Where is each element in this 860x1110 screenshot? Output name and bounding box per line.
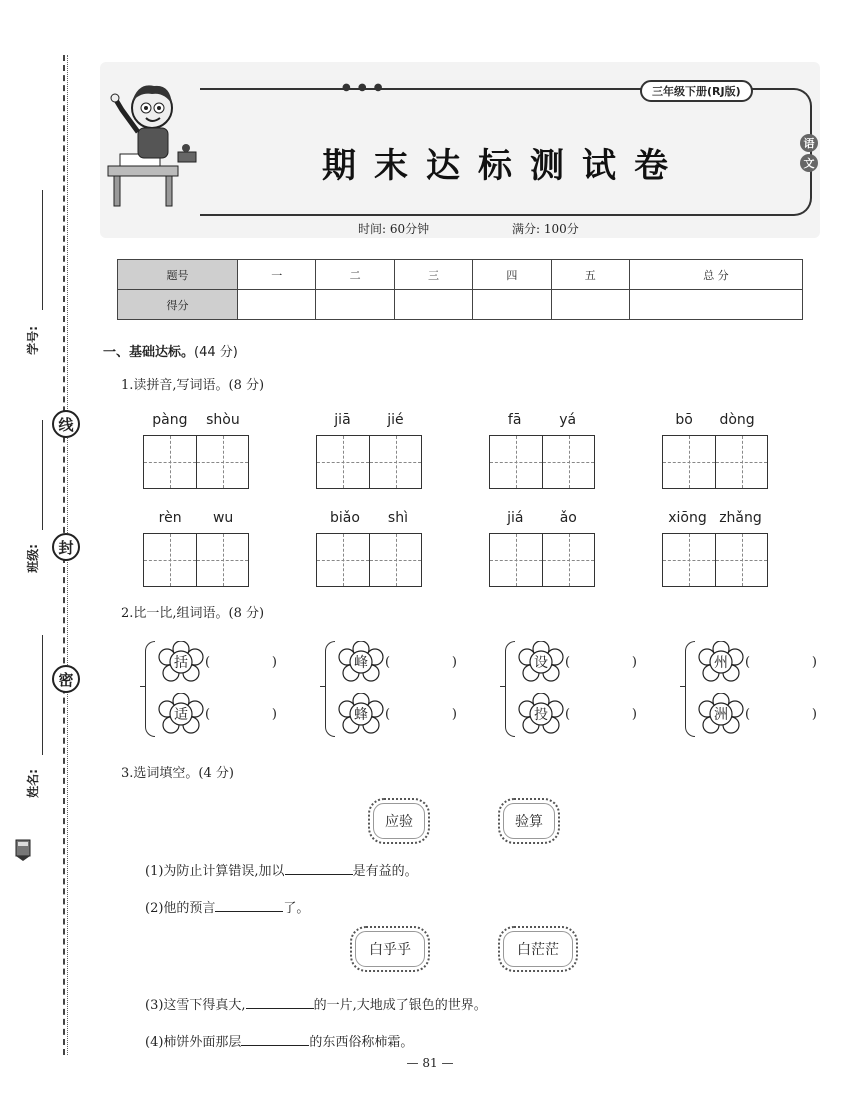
answer-blank[interactable]: ( ) [565, 655, 637, 670]
fill-sentence-4: (4)柿饼外面那层 的东西俗称柿霜。 [145, 1035, 414, 1050]
score-table-score-row [118, 290, 803, 320]
pinyin-label: xiōng zhǎng [668, 510, 762, 526]
student-id-label: 学号: [25, 326, 40, 355]
answer-blank[interactable]: ( ) [565, 707, 637, 722]
flower-icon: 适 [157, 693, 205, 735]
writing-grid[interactable] [316, 533, 422, 587]
pinyin-label: rèn wu [158, 510, 234, 526]
score-cell-3[interactable] [394, 290, 472, 320]
flower-icon: 投 [517, 693, 565, 735]
grade-tag: 三年级下册(RJ版) [640, 80, 753, 102]
word-choice-box: 应验 [368, 798, 430, 844]
exam-full-score: 满分: 100分 [512, 222, 579, 236]
fill-blank[interactable] [246, 997, 314, 1009]
score-table-header-row [118, 260, 803, 290]
score-table-score-label: 得分 [118, 290, 238, 320]
pencil-icon [14, 838, 32, 862]
score-cell-5[interactable] [551, 290, 629, 320]
subject-char-2: 文 [800, 154, 818, 172]
score-table [117, 259, 803, 320]
name-line [42, 635, 43, 755]
subject-badge [800, 134, 818, 172]
word-choice-box: 验算 [498, 798, 560, 844]
flower-icon: 蜂 [337, 693, 385, 735]
pinyin-label: fā yá [507, 412, 577, 428]
class-label: 班级: [25, 544, 40, 573]
question-1-title: 1.读拼音,写词语。(8 分) [121, 378, 265, 393]
score-col-2: 二 [316, 260, 394, 290]
writing-grid[interactable] [662, 533, 768, 587]
word-choice-box: 白乎乎 [350, 926, 430, 972]
flower-icon: 州 [697, 641, 745, 683]
fill-blank[interactable] [241, 1034, 309, 1046]
name-label: 姓名: [25, 769, 40, 798]
pinyin-label: jiá ǎo [507, 510, 577, 526]
score-col-total: 总 分 [629, 260, 802, 290]
score-col-4: 四 [473, 260, 551, 290]
section-1-points: (44 分) [194, 345, 238, 360]
score-cell-total[interactable] [629, 290, 802, 320]
question-3-title: 3.选词填空。(4 分) [121, 766, 234, 781]
compare-pair [685, 637, 845, 737]
seal-xian: 线 [52, 410, 80, 438]
seal-feng: 封 [52, 533, 80, 561]
score-col-3: 三 [394, 260, 472, 290]
question-2-title: 2.比一比,组词语。(8 分) [121, 606, 265, 621]
exam-title: 期末达标测试卷 [322, 146, 686, 186]
fill-sentence-3: (3)这雪下得真大, 的一片,大地成了银色的世界。 [145, 998, 487, 1013]
student-id-line [42, 190, 43, 310]
score-cell-2[interactable] [316, 290, 394, 320]
header-dots: ● ● ● [342, 82, 385, 93]
flower-icon: 峰 [337, 641, 385, 683]
pinyin-label: pàng shòu [152, 412, 240, 428]
score-col-5: 五 [551, 260, 629, 290]
pinyin-label: jiā jié [334, 412, 404, 428]
score-table-row-label: 题号 [118, 260, 238, 290]
word-choice-box: 白茫茫 [498, 926, 578, 972]
flower-icon: 洲 [697, 693, 745, 735]
compare-pair [145, 637, 305, 737]
brace-icon [685, 641, 695, 737]
compare-pair [505, 637, 665, 737]
writing-grid[interactable] [662, 435, 768, 489]
pinyin-label: bō dòng [675, 412, 755, 428]
answer-blank[interactable]: ( ) [205, 707, 277, 722]
brace-icon [505, 641, 515, 737]
answer-blank[interactable]: ( ) [745, 707, 817, 722]
answer-blank[interactable]: ( ) [205, 655, 277, 670]
answer-blank[interactable]: ( ) [385, 655, 457, 670]
answer-blank[interactable]: ( ) [745, 655, 817, 670]
brace-icon [145, 641, 155, 737]
score-col-1: 一 [238, 260, 316, 290]
brace-icon [325, 641, 335, 737]
section-1-title: 一、基础达标。 [103, 345, 195, 360]
answer-blank[interactable]: ( ) [385, 707, 457, 722]
class-line [42, 420, 43, 530]
flower-icon: 括 [157, 641, 205, 683]
pinyin-label: biǎo shì [330, 510, 408, 526]
subject-char-1: 语 [800, 134, 818, 152]
flower-icon: 设 [517, 641, 565, 683]
fill-sentence-2: (2)他的预言 了。 [145, 901, 310, 916]
page-number: — 81 — [406, 1056, 454, 1070]
seal-mi: 密 [52, 665, 80, 693]
score-cell-1[interactable] [238, 290, 316, 320]
score-cell-4[interactable] [473, 290, 551, 320]
writing-grid[interactable] [143, 533, 249, 587]
writing-grid[interactable] [489, 533, 595, 587]
binding-margin [0, 0, 90, 1110]
writing-grid[interactable] [143, 435, 249, 489]
section-1-heading [103, 341, 238, 360]
fill-blank[interactable] [215, 900, 283, 912]
writing-grid[interactable] [316, 435, 422, 489]
exam-time: 时间: 60分钟 [358, 222, 430, 236]
student-mascot-illustration [104, 70, 204, 210]
compare-pair [325, 637, 485, 737]
fill-blank[interactable] [285, 863, 353, 875]
fill-sentence-1: (1)为防止计算错误,加以 是有益的。 [145, 864, 418, 879]
writing-grid[interactable] [489, 435, 595, 489]
